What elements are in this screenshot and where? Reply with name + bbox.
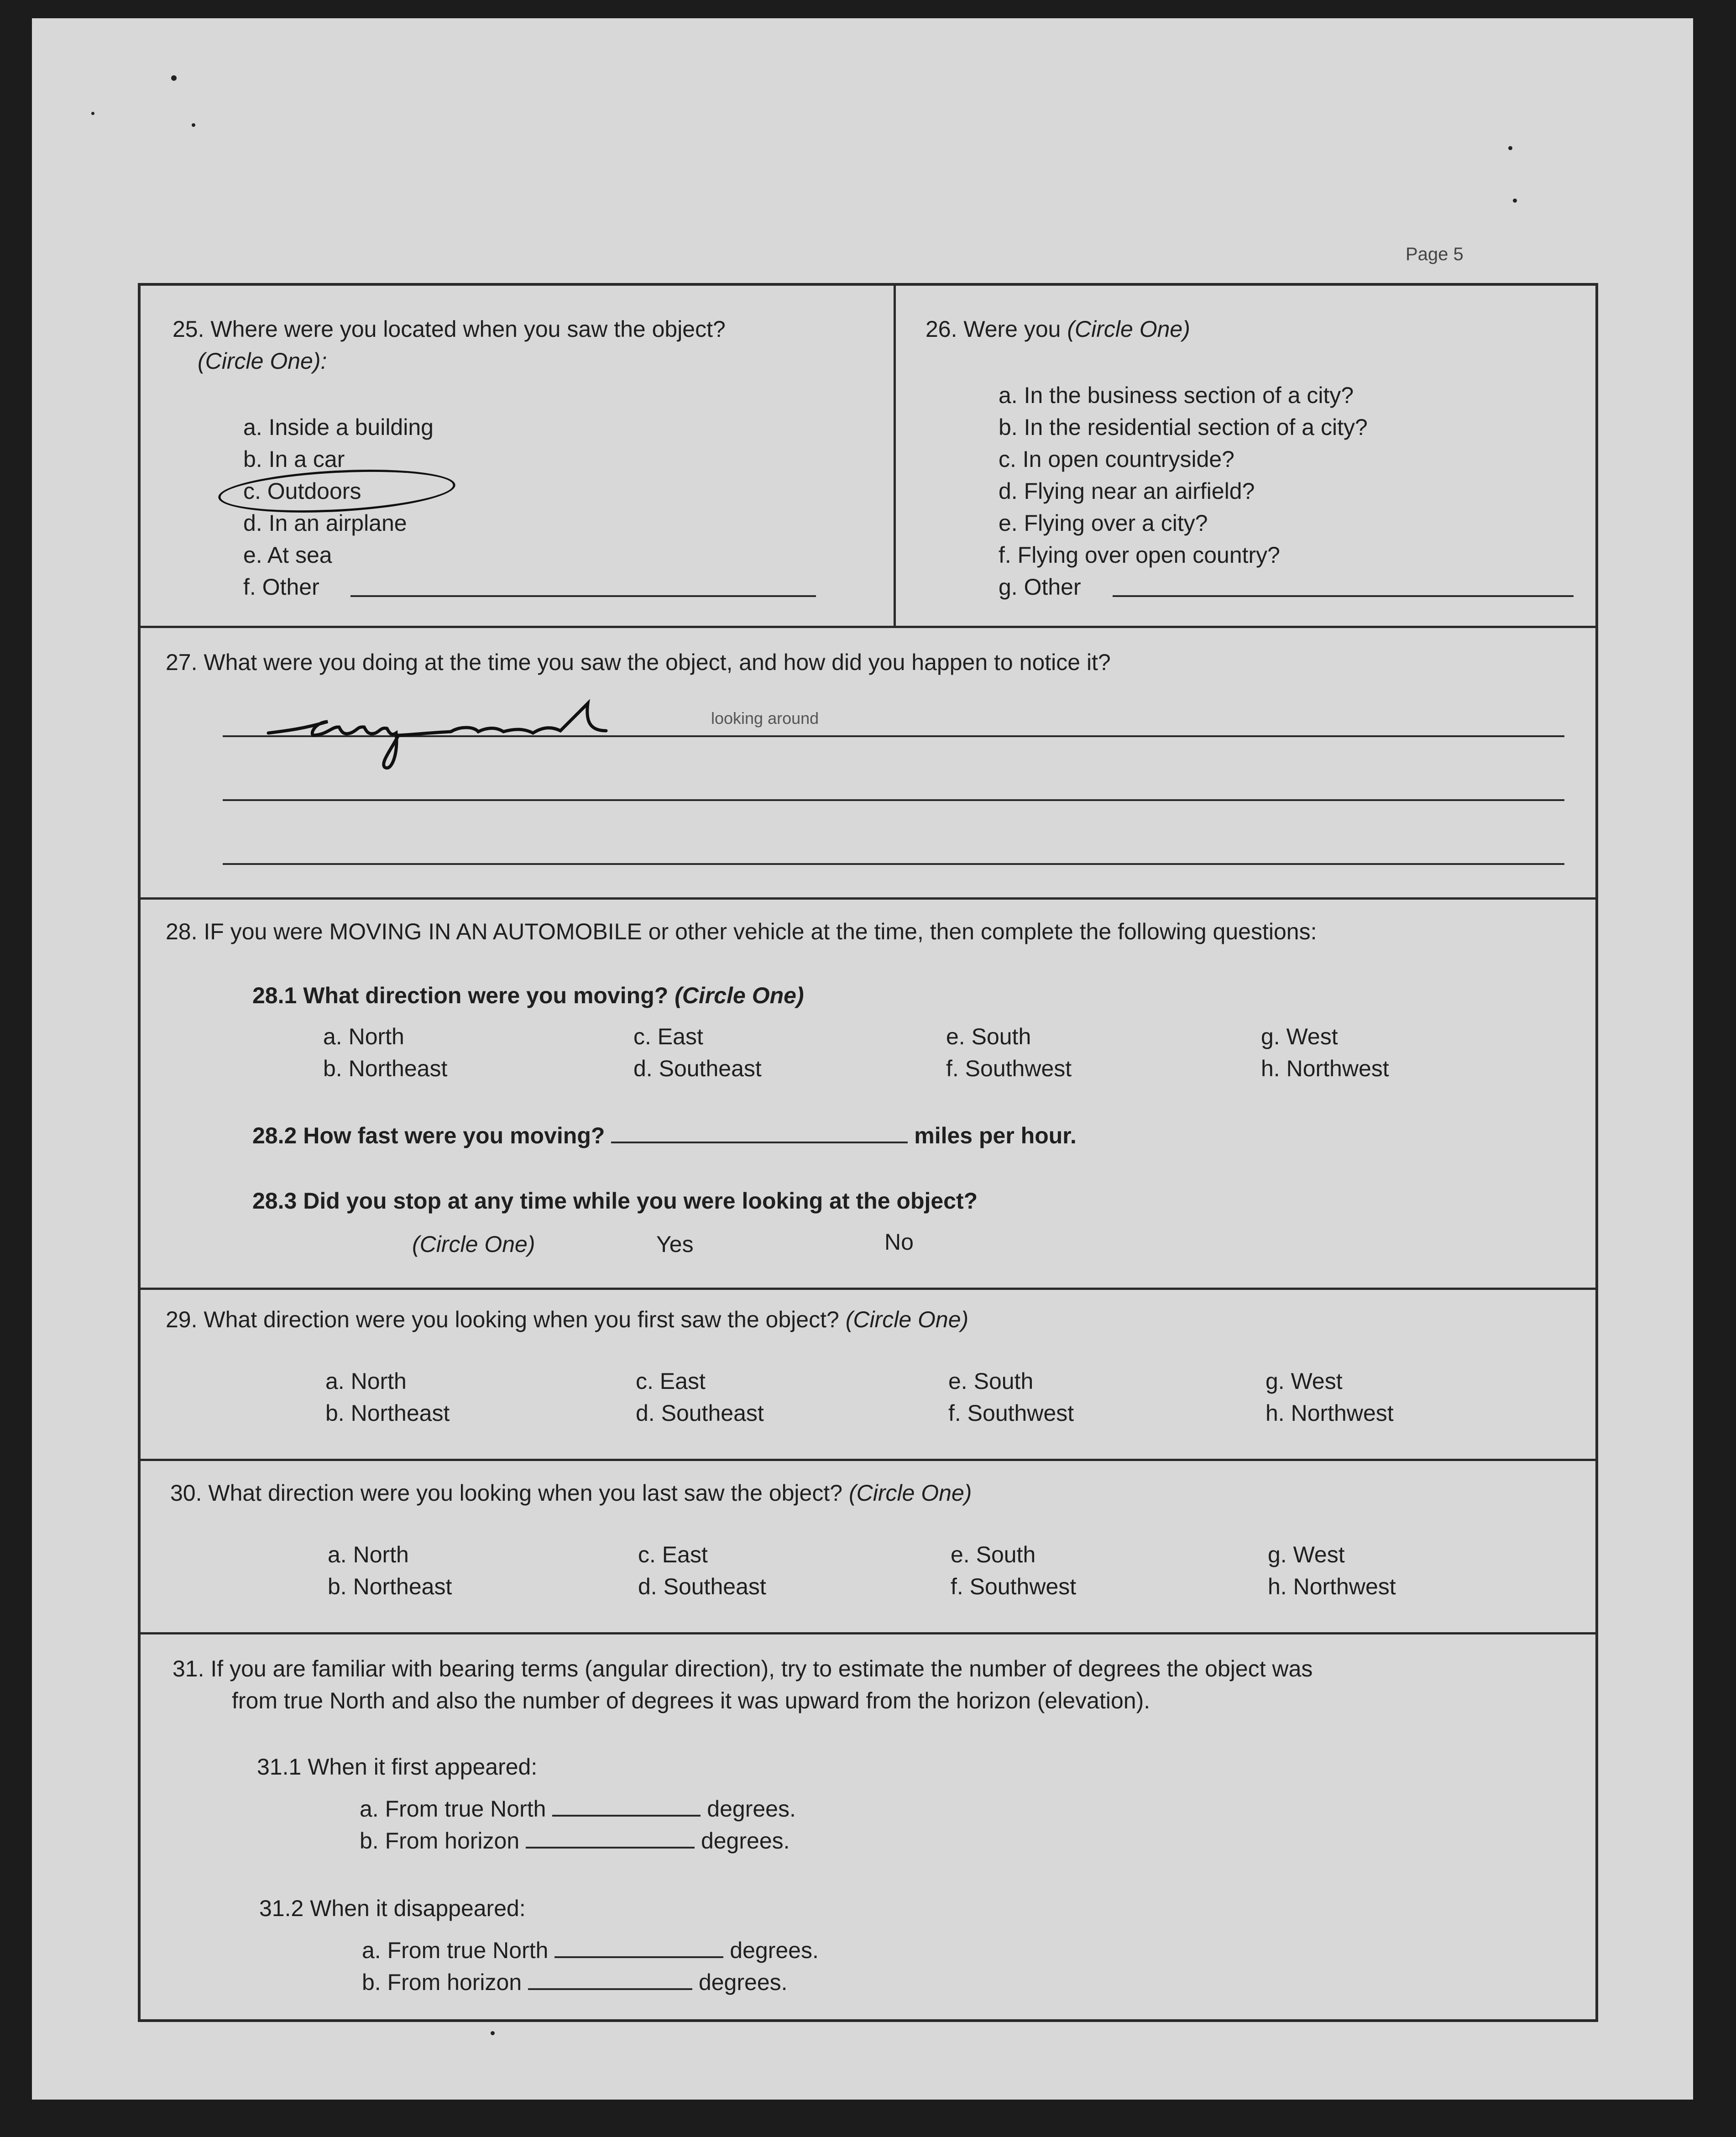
q29-option[interactable]: b. Northeast bbox=[325, 1400, 450, 1426]
q26-question-text: 26. Were you bbox=[926, 316, 1061, 342]
q28-intro-pre: 28. IF you were bbox=[166, 919, 323, 944]
q31-question-line2: from true North and also the number of degrees it was upward from the horizon (elevation). bbox=[232, 1688, 1150, 1713]
q28-intro bbox=[166, 920, 1317, 943]
q26-option[interactable]: g. Other bbox=[999, 574, 1081, 600]
q30-option[interactable]: f. Southwest bbox=[951, 1574, 1077, 1599]
q25-option[interactable]: a. Inside a building bbox=[243, 414, 434, 440]
column-divider bbox=[894, 286, 896, 626]
q28-intro-post: or other vehicle at the time, then complete the following questions: bbox=[648, 919, 1317, 944]
q31-1-b-label: b. From horizon bbox=[360, 1828, 520, 1854]
speck bbox=[1513, 199, 1517, 203]
speck bbox=[1508, 146, 1512, 150]
q29-option[interactable]: e. South bbox=[948, 1368, 1034, 1394]
q25-option-selected[interactable]: c. Outdoors bbox=[243, 478, 361, 504]
degrees-unit: degrees. bbox=[698, 1969, 788, 1995]
handwritten-answer bbox=[259, 694, 670, 786]
section-divider bbox=[141, 1288, 1595, 1290]
section-divider bbox=[141, 626, 1595, 628]
q30-question-text: 30. What direction were you looking when you last saw the object? bbox=[170, 1480, 843, 1506]
section-divider bbox=[141, 1632, 1595, 1634]
q28-3-question: 28.3 Did you stop at any time while you were looking at the object? bbox=[252, 1188, 978, 1214]
q26-instruction: (Circle One) bbox=[1067, 316, 1190, 342]
q29-question-text: 29. What direction were you looking when you first saw the object? bbox=[166, 1307, 839, 1332]
q26-option[interactable]: f. Flying over open country? bbox=[999, 542, 1280, 568]
degrees-unit: degrees. bbox=[701, 1828, 790, 1854]
q30-option[interactable]: e. South bbox=[951, 1542, 1036, 1567]
q25-instruction: (Circle One): bbox=[198, 348, 327, 374]
q31-2-label: 31.2 When it disappeared: bbox=[259, 1896, 526, 1921]
q28-1-label: 28.1 What direction were you moving? bbox=[252, 983, 669, 1008]
q29-option[interactable]: d. Southeast bbox=[636, 1400, 764, 1426]
q31-2-b-label: b. From horizon bbox=[362, 1969, 522, 1995]
degrees-unit: degrees. bbox=[730, 1938, 819, 1963]
speck bbox=[192, 123, 195, 127]
q31-question-line1: 31. If you are familiar with bearing terms (angular direction), try to estimate the number of degrees the object was bbox=[173, 1656, 1313, 1681]
q25-question: 25. Where were you located when you saw the object? bbox=[173, 316, 726, 342]
q28-1-option[interactable]: h. Northwest bbox=[1261, 1056, 1389, 1081]
q31-2-a bbox=[362, 1938, 819, 1962]
degrees-unit: degrees. bbox=[707, 1796, 796, 1822]
degrees-input-blank[interactable] bbox=[526, 1828, 695, 1849]
questionnaire-form bbox=[138, 283, 1598, 2022]
q26-option[interactable]: a. In the business section of a city? bbox=[999, 382, 1354, 408]
form-sheet bbox=[32, 18, 1693, 2100]
q26-option[interactable]: b. In the residential section of a city? bbox=[999, 414, 1368, 440]
q25-option[interactable]: d. In an airplane bbox=[243, 510, 407, 536]
degrees-input-blank[interactable] bbox=[528, 1970, 692, 1990]
q28-3-instruction: (Circle One) bbox=[412, 1231, 535, 1257]
q29-option[interactable]: f. Southwest bbox=[948, 1400, 1074, 1426]
q28-1-question bbox=[252, 984, 804, 1007]
q28-1-option[interactable]: a. North bbox=[323, 1024, 404, 1049]
speck bbox=[491, 2031, 495, 2035]
circled-answer-mark bbox=[217, 464, 456, 518]
q30-option[interactable]: c. East bbox=[638, 1542, 708, 1567]
q26-option[interactable]: e. Flying over a city? bbox=[999, 510, 1208, 536]
q30-question bbox=[170, 1482, 972, 1504]
q31-2-a-label: a. From true North bbox=[362, 1938, 549, 1963]
q31-2-b bbox=[362, 1970, 788, 1994]
q28-2-question bbox=[252, 1123, 1077, 1147]
section-divider bbox=[141, 897, 1595, 900]
q31-1-label: 31.1 When it first appeared: bbox=[257, 1754, 538, 1780]
q28-3-no-option[interactable]: No bbox=[884, 1229, 914, 1255]
q28-1-option[interactable]: c. East bbox=[633, 1024, 703, 1049]
q25-option[interactable]: e. At sea bbox=[243, 542, 332, 568]
q28-1-option[interactable]: f. Southwest bbox=[946, 1056, 1072, 1081]
degrees-input-blank[interactable] bbox=[554, 1938, 723, 1958]
degrees-input-blank[interactable] bbox=[552, 1797, 701, 1817]
q28-1-option[interactable]: d. Southeast bbox=[633, 1056, 762, 1081]
q29-option[interactable]: h. Northwest bbox=[1265, 1400, 1394, 1426]
q26-option[interactable]: c. In open countryside? bbox=[999, 446, 1234, 472]
answer-line bbox=[223, 863, 1564, 865]
q30-instruction: (Circle One) bbox=[848, 1480, 972, 1506]
q31-1-a bbox=[360, 1797, 796, 1820]
q29-option[interactable]: c. East bbox=[636, 1368, 706, 1394]
q31-1-b bbox=[360, 1828, 790, 1852]
q27-question: 27. What were you doing at the time you saw the object, and how did you happen to notice it? bbox=[166, 649, 1111, 675]
q30-option[interactable]: g. West bbox=[1268, 1542, 1345, 1567]
q29-option[interactable]: a. North bbox=[325, 1368, 407, 1394]
answer-line bbox=[223, 799, 1564, 801]
q28-intro-caps: MOVING IN AN AUTOMOBILE bbox=[329, 919, 642, 944]
q31-1-a-label: a. From true North bbox=[360, 1796, 546, 1822]
q29-question bbox=[166, 1308, 968, 1331]
q26-other-blank[interactable] bbox=[1113, 595, 1574, 597]
q29-option[interactable]: g. West bbox=[1265, 1368, 1343, 1394]
page-number: Page 5 bbox=[1406, 244, 1464, 264]
q28-2-unit: miles per hour. bbox=[914, 1123, 1077, 1148]
q26-option[interactable]: d. Flying near an airfield? bbox=[999, 478, 1255, 504]
speck bbox=[171, 75, 177, 81]
q29-instruction: (Circle One) bbox=[845, 1307, 969, 1332]
speed-input-blank[interactable] bbox=[611, 1123, 908, 1143]
q25-option[interactable]: b. In a car bbox=[243, 446, 345, 472]
q28-1-option[interactable]: g. West bbox=[1261, 1024, 1338, 1049]
q27-answer-transcription: looking around bbox=[711, 709, 819, 728]
q25-option[interactable]: f. Other bbox=[243, 574, 319, 600]
q28-1-instruction: (Circle One) bbox=[675, 983, 804, 1008]
speck bbox=[91, 112, 94, 115]
q30-option[interactable]: h. Northwest bbox=[1268, 1574, 1396, 1599]
q30-option[interactable]: b. Northeast bbox=[328, 1574, 452, 1599]
q25-other-blank[interactable] bbox=[350, 595, 816, 597]
q28-3-yes-option[interactable]: Yes bbox=[656, 1231, 694, 1257]
q28-2-label: 28.2 How fast were you moving? bbox=[252, 1123, 605, 1148]
q30-option[interactable]: d. Southeast bbox=[638, 1574, 766, 1599]
q28-1-option[interactable]: b. Northeast bbox=[323, 1056, 448, 1081]
q30-option[interactable]: a. North bbox=[328, 1542, 409, 1567]
q28-1-option[interactable]: e. South bbox=[946, 1024, 1031, 1049]
section-divider bbox=[141, 1459, 1595, 1461]
q26-question bbox=[926, 318, 1190, 340]
